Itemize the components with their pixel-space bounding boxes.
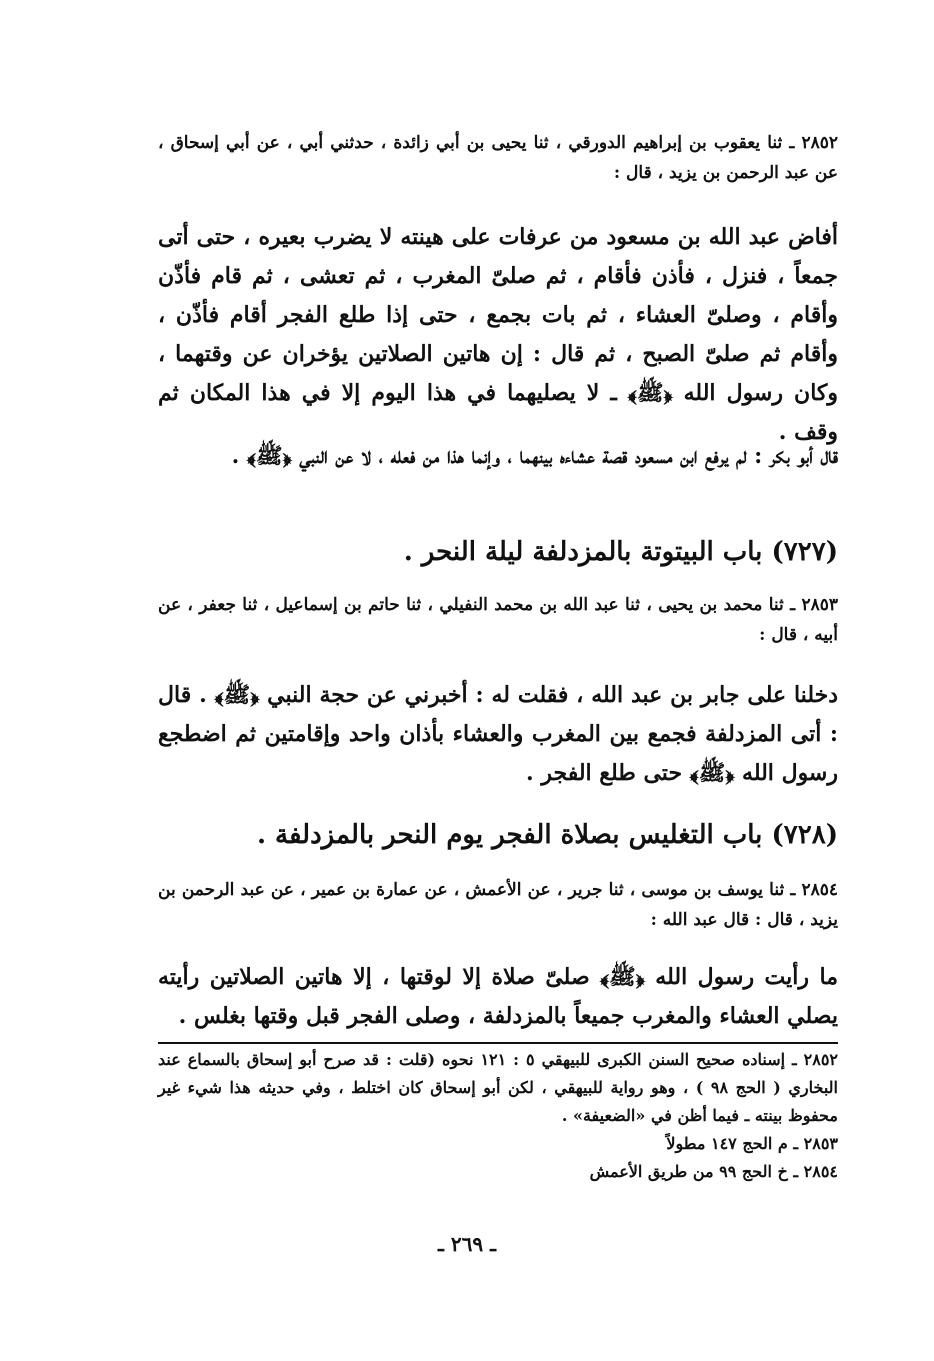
hadith-2854-matn: ما رأيت رسول الله ﴿ﷺ﴾ صلىّ صلاة إلا لوقتها ، إلا هاتين الصلاتين رأيته يصلي العشاء والمغرب جميعاً بالمزدلفة ، وصلى الفجر قبل وقتها بغلس .: [158, 964, 838, 1029]
footnotes: [158, 1042, 838, 1186]
footnote-2852: ٢٨٥٢ ـ إسناده صحيح السنن الكبرى للبيهقي ٥ : ١٢١ نحوه (قلت : قد صرح أبو إسحاق بالسماع عند البخاري ( الحج ٩٨ ) ، وهو رواية للبيهقي ، لكن أبو إسحاق كان اختلط ، وفي حديثه هذا شيء غير محفوظ بينته ـ فيما أظن في «الضعيفة» .: [158, 1050, 839, 1125]
footnote-2853: ٢٨٥٣ ـ م الحج ١٤٧ مطولاً: [666, 1134, 838, 1153]
abu-bakr-comment: قال أبو بكر : لم يرفع ابن مسعود قصة عشاءه بينهما ، وإنما هذا من فعله ، لا عن النبي ﴿ﷺ﴾ .: [231, 443, 838, 469]
footnote-2854: ٢٨٥٤ ـ خ الحج ٩٩ من طريق الأعمش: [589, 1162, 838, 1181]
hadith-2854-isnad: ٢٨٥٤ ـ ثنا يوسف بن موسى ، ثنا جرير ، عن الأعمش ، عن عمارة بن عمير ، عن عبد الرحمن بن يزيد ، قال : قال عبد الله :: [158, 880, 838, 930]
chapter-727-heading: (٧٢٧) باب البيتوتة بالمزدلفة ليلة النحر .: [403, 537, 838, 567]
chapter-728-heading: (٧٢٨) باب التغليس بصلاة الفجر يوم النحر بالمزدلفة .: [256, 820, 838, 850]
hadith-2853-isnad: ٢٨٥٣ ـ ثنا محمد بن يحيى ، ثنا عبد الله بن محمد النفيلي ، ثنا حاتم بن إسماعيل ، ثنا جعفر ، عن أبيه ، قال :: [158, 595, 838, 645]
hadith-2853-matn: دخلنا على جابر بن عبد الله ، فقلت له : أخبرني عن حجة النبي ﴿ﷺ﴾ . قال : أتى المزدلفة فجمع بين المغرب والعشاء بأذان واحد وإقامتين ثم اضطجع رسول الله ﴿ﷺ﴾ حتى طلع الفجر .: [158, 682, 838, 786]
hadith-2852-matn: أفاض عبد الله بن مسعود من عرفات على هينته لا يضرب بعيره ، حتى أتى جمعاً ، فنزل ، فأذن فأقام ، ثم صلىّ المغرب ، ثم تعشى ، ثم قام فأذّن وأقام ، وصلىّ العشاء ، ثم بات بجمع ، حتى إذا طلع الفجر أقام فأذّن ، وأقام ثم صلىّ الصبح ، ثم قال : إن هاتين الصلاتين يؤخران عن وقتهما ، وكان رسول الله ﴿ﷺ﴾ ـ لا يصليهما في هذا اليوم إلا في هذا المكان ثم وقف .: [158, 224, 838, 445]
page-number: ـ ٢٦٩ ـ: [438, 1232, 496, 1256]
hadith-2852-isnad: ٢٨٥٢ ـ ثنا يعقوب بن إبراهيم الدورقي ، ثنا يحيى بن أبي زائدة ، حدثني أبي ، عن أبي إسحاق ، عن عبد الرحمن بن يزيد ، قال :: [158, 133, 838, 183]
